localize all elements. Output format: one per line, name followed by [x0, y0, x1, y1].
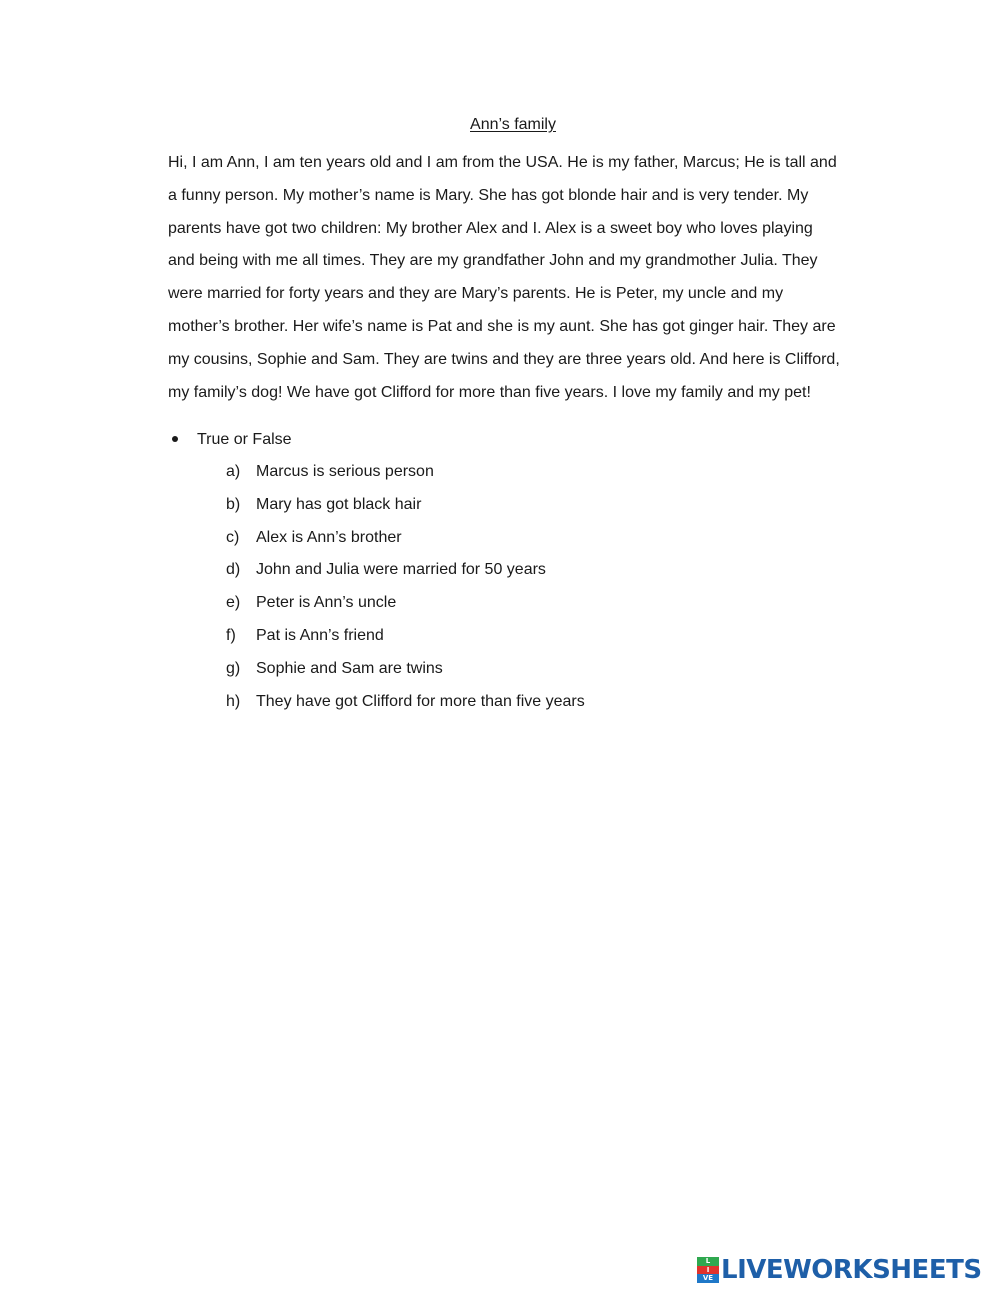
exercise-heading-row — [168, 427, 868, 459]
logo-block-l: L — [697, 1257, 719, 1266]
question-letter: d) — [226, 561, 241, 579]
question-item — [168, 590, 868, 623]
question-item — [168, 492, 868, 525]
question-list — [168, 459, 868, 721]
logo-block-ve: VE — [697, 1274, 719, 1283]
question-letter: c) — [226, 528, 240, 546]
story-line: and being with me all times. They are my grandfather John and my grandmother Julia. They — [168, 252, 818, 270]
story-line: Hi, I am Ann, I am ten years old and I am from the USA. He is my father, Marcus; He is tall and — [168, 154, 837, 171]
story-line: my cousins, Sophie and Sam. They are twins and they are three years old. And here is Clifford, — [168, 350, 840, 368]
story-paragraph — [168, 150, 868, 412]
logo-mark-icon — [697, 1257, 719, 1283]
story-line: a funny person. My mother’s name is Mary. She has got blonde hair and is very tender. My — [168, 186, 809, 204]
logo-block-i: I — [697, 1266, 719, 1275]
question-text: Pat is Ann’s friend — [256, 626, 384, 644]
question-text: They have got Clifford for more than five years — [256, 692, 585, 710]
story-line: were married for forty years and they are Mary’s parents. He is Peter, my uncle and my — [168, 285, 784, 303]
story-line: my family’s dog! We have got Clifford for more than five years. I love my family and my pet! — [168, 383, 811, 401]
liveworksheets-logo — [697, 1254, 982, 1286]
story-line: parents have got two children: My brother Alex and I. Alex is a sweet boy who loves playing — [168, 219, 813, 237]
question-letter: a) — [226, 463, 241, 480]
question-item — [168, 656, 868, 689]
question-item — [168, 557, 868, 590]
question-letter: f) — [226, 626, 236, 644]
question-item — [168, 459, 868, 492]
question-letter: g) — [226, 659, 241, 677]
page-title: Ann’s family — [470, 116, 556, 133]
logo-wordmark: LIVEWORKSHEETS — [721, 1255, 982, 1285]
question-letter: b) — [226, 495, 241, 513]
question-item — [168, 623, 868, 656]
question-text: Alex is Ann’s brother — [256, 528, 402, 546]
question-text: Sophie and Sam are twins — [256, 659, 443, 677]
story-line: mother’s brother. Her wife’s name is Pat and she is my aunt. She has got ginger hair. They are — [168, 317, 836, 335]
question-item — [168, 525, 868, 558]
question-letter: e) — [226, 594, 241, 612]
true-false-exercise — [168, 427, 868, 721]
question-item — [168, 689, 868, 722]
bullet-icon — [172, 436, 178, 442]
question-text: John and Julia were married for 50 years — [256, 561, 546, 579]
question-letter: h) — [226, 692, 241, 710]
exercise-heading: True or False — [197, 431, 292, 448]
question-text: Peter is Ann’s uncle — [256, 594, 397, 612]
question-text: Mary has got black hair — [256, 495, 422, 513]
question-text: Marcus is serious person — [256, 463, 434, 480]
